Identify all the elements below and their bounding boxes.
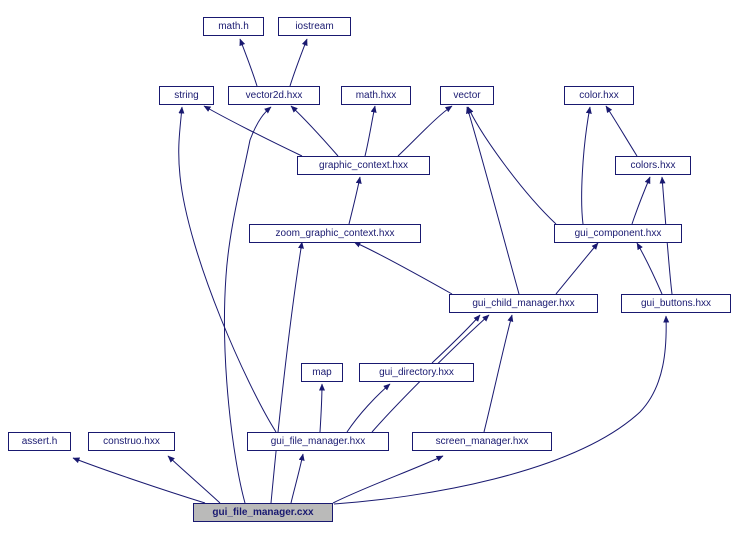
node-assert-h[interactable]: assert.h [8, 432, 71, 451]
node-map[interactable]: map [301, 363, 343, 382]
node-graphic-context-hxx[interactable]: graphic_context.hxx [297, 156, 430, 175]
node-construo-hxx[interactable]: construo.hxx [88, 432, 175, 451]
node-zoom-graphic-context-hxx[interactable]: zoom_graphic_context.hxx [249, 224, 421, 243]
node-iostream[interactable]: iostream [278, 17, 351, 36]
node-string[interactable]: string [159, 86, 214, 105]
node-gui-file-manager-hxx[interactable]: gui_file_manager.hxx [247, 432, 389, 451]
node-vector[interactable]: vector [440, 86, 494, 105]
node-gui-directory-hxx[interactable]: gui_directory.hxx [359, 363, 474, 382]
node-gui-component-hxx[interactable]: gui_component.hxx [554, 224, 682, 243]
node-screen-manager-hxx[interactable]: screen_manager.hxx [412, 432, 552, 451]
node-gui-buttons-hxx[interactable]: gui_buttons.hxx [621, 294, 731, 313]
node-vector2d-hxx[interactable]: vector2d.hxx [228, 86, 320, 105]
node-gui-child-manager-hxx[interactable]: gui_child_manager.hxx [449, 294, 598, 313]
node-colors-hxx[interactable]: colors.hxx [615, 156, 691, 175]
node-gui-file-manager-cxx[interactable]: gui_file_manager.cxx [193, 503, 333, 522]
node-math-hxx[interactable]: math.hxx [341, 86, 411, 105]
node-color-hxx[interactable]: color.hxx [564, 86, 634, 105]
node-math-h[interactable]: math.h [203, 17, 264, 36]
